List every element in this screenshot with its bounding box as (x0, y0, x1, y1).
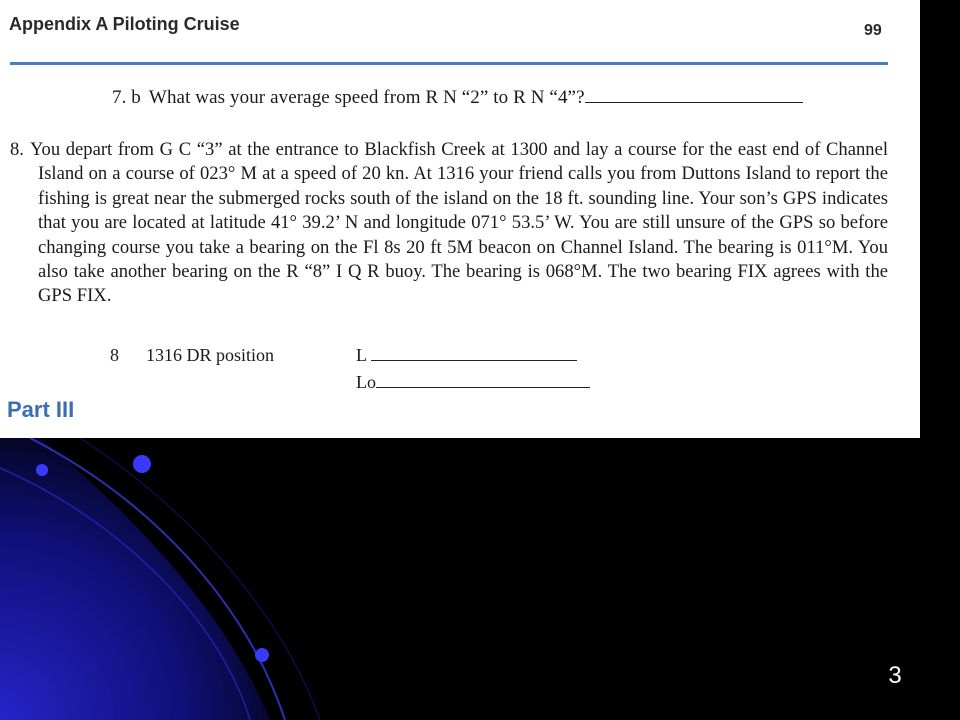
longitude-answer (356, 372, 590, 393)
question-7b (112, 87, 803, 109)
header-rule (10, 62, 888, 65)
question-7b-number: 7. b (112, 87, 141, 108)
page-number: 99 (864, 22, 882, 39)
longitude-label: Lo (356, 372, 376, 392)
latitude-answer (356, 345, 577, 366)
question-8 (10, 138, 888, 309)
answer-blank (585, 102, 803, 103)
longitude-blank (376, 387, 590, 388)
swoosh-dot (36, 464, 48, 476)
answer-number: 8 (110, 345, 119, 365)
latitude-blank (371, 360, 577, 361)
question-8-text: You depart from G C “3” at the entrance to Blackfish Creek at 1300 and lay a course for the east end of Channel Island on a course of 023° M at a speed of 20 kn. At 1316 your friend calls you from Duttons Island to report the fishing is great near the submerged rocks south of the island on the 18 ft. sounding line. Your son’s GPS indicates that you are located at latitude 41° 39.2’ N and longitude 071° 53.5’ W. You are still unsure of the GPS so before changing course you take a bearing on the Fl 8s 20 ft 5M beacon on Channel Island. The bearing is 011°M. You also take another bearing on the R “8” I Q R buoy. The bearing is 068°M. The two bearing FIX agrees with the GPS FIX. (29, 139, 888, 307)
swoosh-dot (255, 648, 269, 662)
appendix-header-title: Appendix A Piloting Cruise (9, 14, 240, 34)
question-8-number: 8. (10, 139, 24, 160)
answer-label: 1316 DR position (146, 345, 275, 365)
swoosh-dot (133, 455, 151, 473)
slide-number: 3 (888, 662, 902, 689)
question-7b-text: What was your average speed from R N “2” to R N “4”? (148, 87, 585, 108)
part-heading: Part III (7, 397, 75, 422)
latitude-label: L (356, 345, 367, 365)
